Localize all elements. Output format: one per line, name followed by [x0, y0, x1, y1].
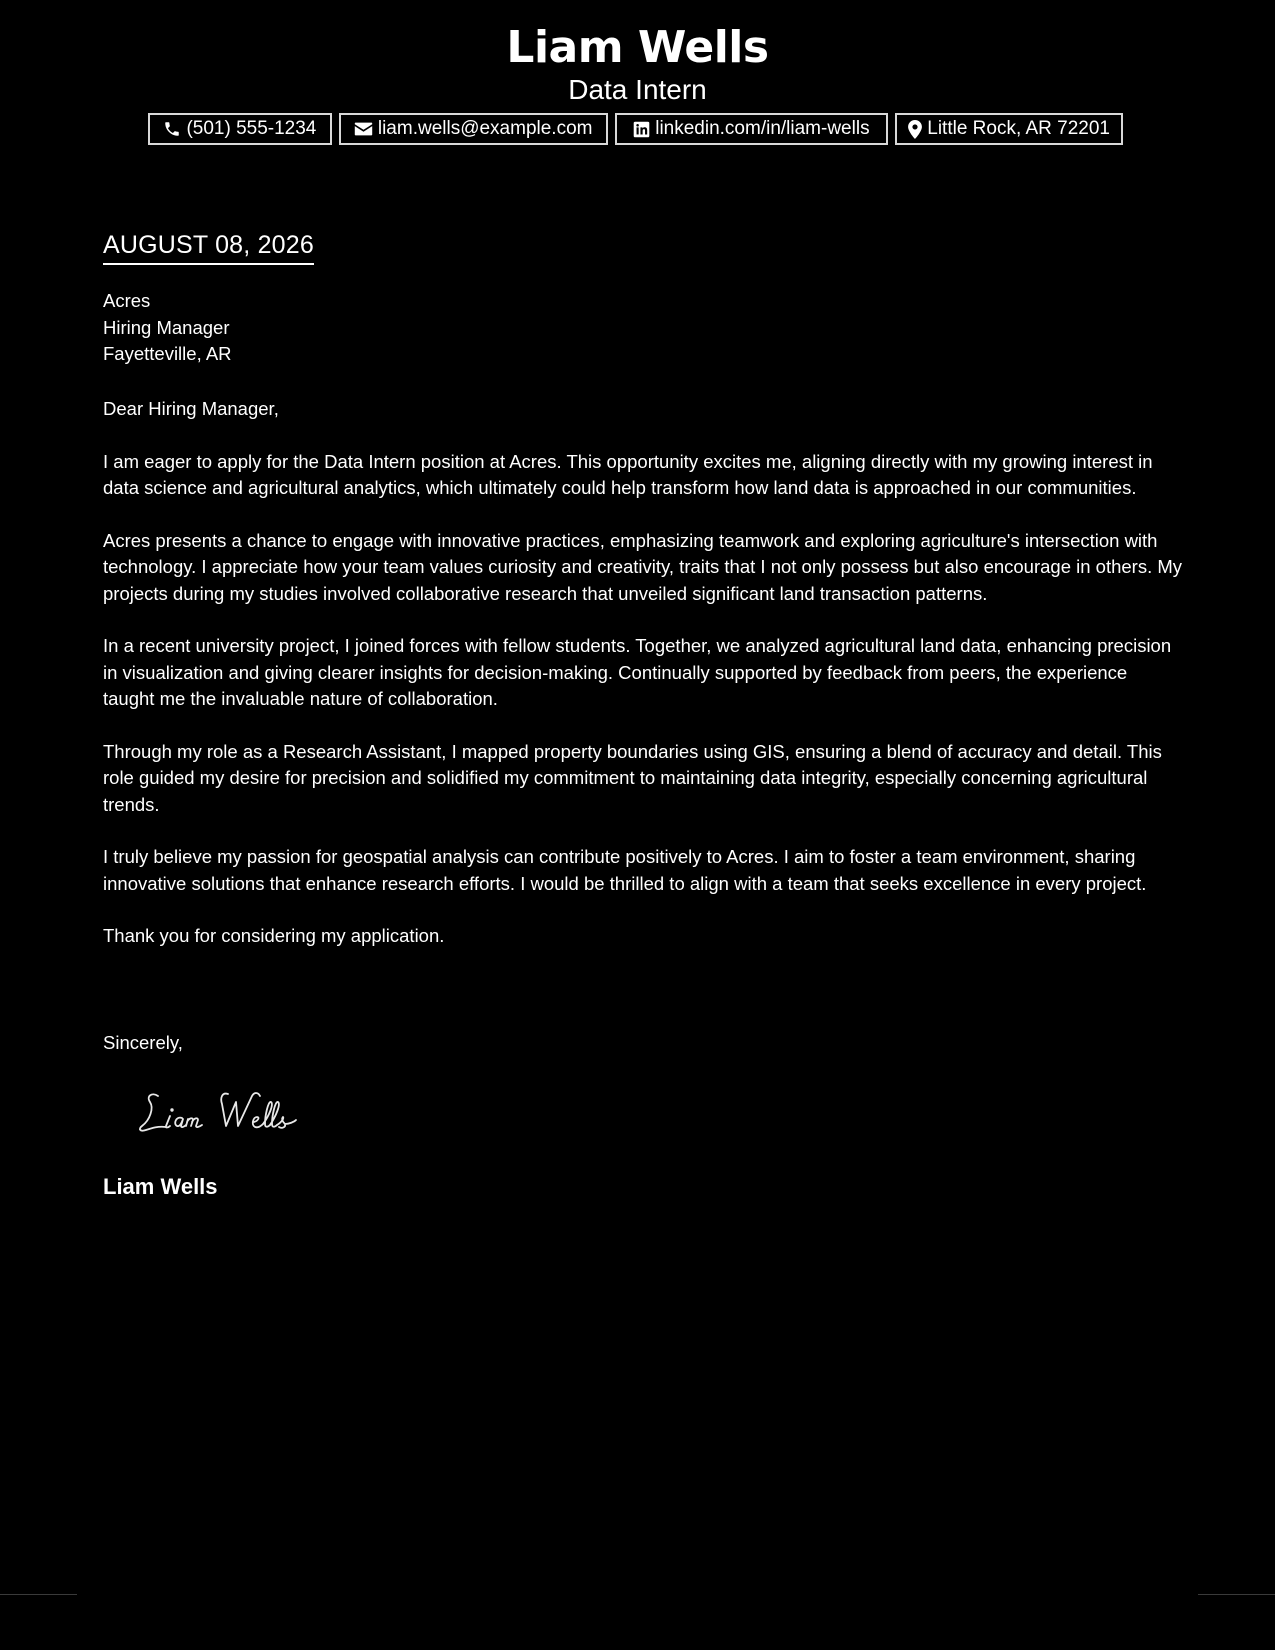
contact-linkedin-text: linkedin.com/in/liam-wells	[655, 118, 870, 139]
contact-email-text: liam.wells@example.com	[377, 118, 593, 139]
sender-title: Data Intern	[568, 74, 707, 105]
contact-phone[interactable]	[148, 113, 332, 145]
letterhead	[0, 22, 1275, 106]
closing-line: Sincerely,	[103, 1032, 183, 1053]
letter-body	[103, 396, 1183, 976]
signer-name: Liam Wells	[103, 1174, 218, 1199]
handwritten-signature	[136, 1086, 336, 1138]
linkedin-icon	[633, 121, 650, 138]
sender-name: Liam Wells	[506, 22, 769, 73]
body-paragraph: I am eager to apply for the Data Intern position at Acres. This opportunity excites me, aligning directly with my growing interest in data science and agricultural analytics, which ultimately could help transform how land data is approached in our communities.	[103, 450, 1153, 498]
body-paragraph: I truly believe my passion for geospatial analysis can contribute positively to Acres. I aim to foster a team environment, sharing innovative solutions that enhance research efforts. I would be thrilled to align with a team that seeks excellence in every project.	[103, 846, 1147, 894]
phone-icon	[163, 120, 181, 138]
footer-rule-right	[1198, 1594, 1275, 1595]
envelope-icon	[354, 121, 373, 137]
contact-location-text: Little Rock, AR 72201	[927, 118, 1110, 139]
contact-location[interactable]	[895, 113, 1123, 145]
contact-linkedin[interactable]	[615, 113, 889, 145]
body-paragraph: In a recent university project, I joined forces with fellow students. Together, we analyzed agricultural land data, enhancing precision in visualization and giving clearer insights for decision-making. Continually supported by feedback from peers, the experience taught me the invaluable nature of collaboration.	[103, 635, 1172, 709]
map-pin-icon	[908, 120, 922, 139]
signature-graphic	[136, 1086, 336, 1138]
recipient-block	[103, 288, 232, 368]
footer-rule-left	[0, 1594, 77, 1595]
contact-bar	[148, 113, 1123, 145]
letter-date: AUGUST 08, 2026	[103, 229, 314, 265]
body-paragraph: Thank you for considering my application.	[103, 925, 445, 946]
recipient-location: Fayetteville, AR	[103, 343, 232, 364]
contact-phone-text: (501) 555-1234	[186, 118, 317, 139]
recipient-company: Acres	[103, 290, 151, 311]
salutation: Dear Hiring Manager,	[103, 398, 279, 419]
contact-email[interactable]	[339, 113, 608, 145]
recipient-role: Hiring Manager	[103, 316, 230, 338]
body-paragraph: Acres presents a chance to engage with innovative practices, emphasizing teamwork and exploring agriculture's intersection with technology. I appreciate how your team values curiosity and creativity, traits that I not only possess but also encourage in others. My projects during my studies involved collaborative research that unveiled significant land transaction patterns.	[103, 529, 1183, 604]
body-paragraph: Through my role as a Research Assistant, I mapped property boundaries using GIS, ensuring a blend of accuracy and detail. This role guided my desire for precision and solidified my commitment to maintaining data integrity, especially concerning agricultural trends.	[103, 740, 1162, 815]
